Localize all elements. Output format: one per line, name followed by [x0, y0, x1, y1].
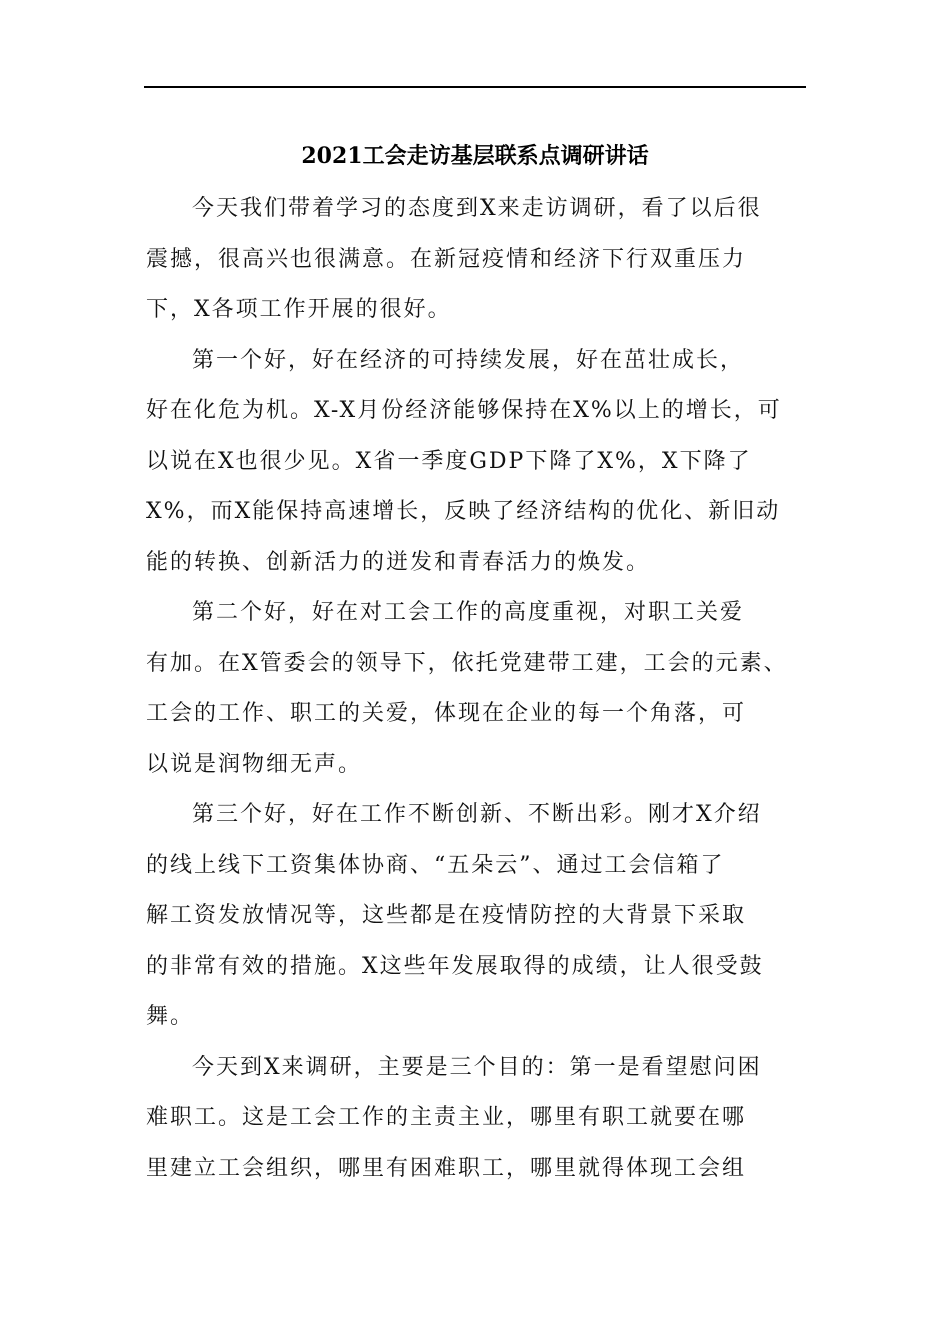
text-line: 难职工。这是工会工作的主责主业，哪里有职工就要在哪	[146, 1105, 747, 1130]
text-line: X%，而X能保持高速增长，反映了经济结构的优化、新旧动	[146, 499, 781, 524]
text-line: 解工资发放情况等，这些都是在疫情防控的大背景下采取	[146, 903, 747, 928]
text-line: 工会的工作、职工的关爱，体现在企业的每一个角落，可	[146, 701, 747, 726]
text-line: 今天我们带着学习的态度到X来走访调研，看了以后很	[192, 196, 762, 221]
paragraph	[146, 1043, 808, 1195]
text-line: 第二个好，好在对工会工作的高度重视，对职工关爱	[192, 600, 745, 625]
document-title: 2021工会走访基层联系点调研讲话	[301, 143, 649, 169]
text-line: 有加。在X管委会的领导下，依托党建带工建，工会的元素、	[146, 650, 788, 676]
text-line: 的非常有效的措施。X这些年发展取得的成绩，让人很受鼓	[146, 953, 764, 979]
text-line: 的线上线下工资集体协商、“五朵云”、通过工会信箱了	[146, 852, 725, 878]
paragraph	[146, 336, 808, 589]
text-line: 以说是润物细无声。	[146, 751, 363, 777]
text-line: 舞。	[146, 1004, 195, 1029]
text-line: 震撼，很高兴也很满意。在新冠疫情和经济下行双重压力	[146, 246, 747, 272]
document-body	[146, 184, 808, 1194]
text-line: 里建立工会组织，哪里有困难职工，哪里就得体现工会组	[146, 1155, 747, 1181]
text-line: 以说在X也很少见。X省一季度GDP下降了X%，X下降了	[146, 448, 752, 474]
header-rule	[144, 86, 806, 88]
text-line: 好在化危为机。X-X月份经济能够保持在X%以上的增长，可	[146, 398, 782, 423]
text-line: 下，X各项工作开展的很好。	[146, 297, 452, 322]
text-line: 今天到X来调研，主要是三个目的：第一是看望慰问困	[192, 1054, 762, 1080]
paragraph	[146, 790, 808, 1043]
text-line: 第三个好，好在工作不断创新、不断出彩。刚才X介绍	[192, 802, 762, 827]
text-line: 第一个好，好在经济的可持续发展，好在茁壮成长，	[192, 347, 745, 373]
paragraph	[146, 588, 808, 790]
text-line: 能的转换、创新活力的迸发和青春活力的焕发。	[146, 549, 651, 575]
paragraph	[146, 184, 808, 336]
